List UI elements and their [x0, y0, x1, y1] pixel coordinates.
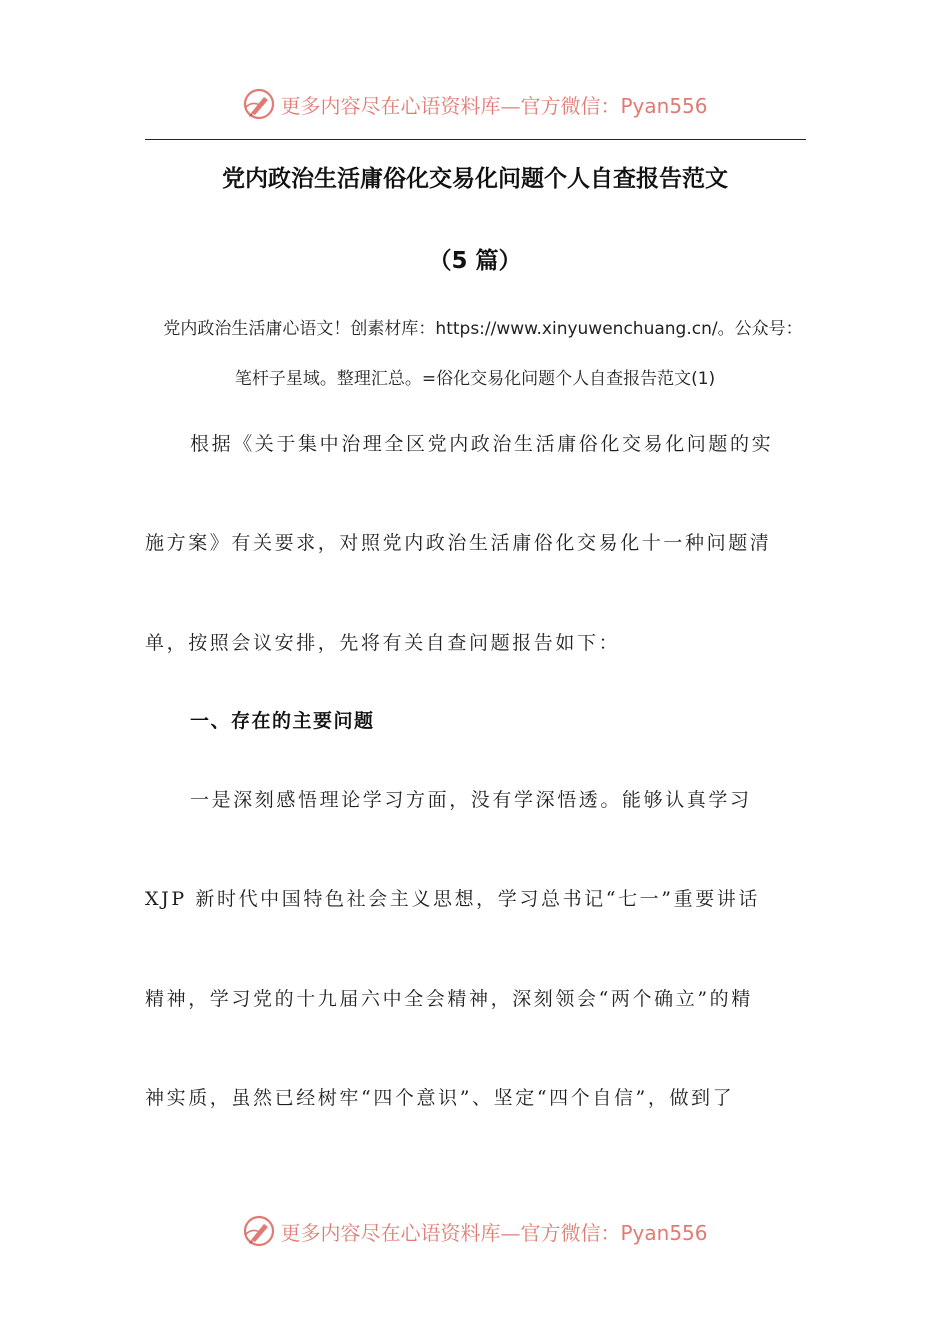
intro-line-2: 笔杆子星域。整理汇总。=俗化交易化问题个人自查报告范文(1) [234, 369, 716, 389]
paragraph-1-line-2: 施方案》有关要求，对照党内政治生活庸俗化交易化十一种问题清 [145, 532, 772, 554]
banner-text-cn: 更多内容尽在心语资料库—官方微信： [280, 1220, 621, 1245]
banner-wechat-id: Pyan556 [620, 93, 708, 118]
intro-line-1: 党内政治生活庸心语文！创素材库：https://www.xinyuwenchuang.cn/。公众号： [163, 319, 803, 339]
paragraph-2-line-1: 一是深刻感悟理论学习方面，没有学深悟透。能够认真学习 [190, 789, 752, 811]
banner-text-cn: 更多内容尽在心语资料库—官方微信： [280, 93, 621, 118]
paragraph-2-line-3: 精神，学习党的十九届六中全会精神，深刻领会“两个确立”的精 [145, 988, 753, 1010]
header-rule [145, 139, 806, 140]
header-banner [0, 84, 950, 124]
pen-logo-icon [242, 1214, 276, 1248]
pen-logo-icon [242, 87, 276, 121]
document-subtitle: （5 篇） [428, 248, 522, 274]
document-title: 党内政治生活庸俗化交易化问题个人自查报告范文 [222, 166, 728, 192]
footer-banner [0, 1211, 950, 1251]
banner-wechat-id: Pyan556 [620, 1220, 708, 1245]
paragraph-1-line-3: 单，按照会议安排，先将有关自查问题报告如下： [145, 632, 621, 654]
banner-text [280, 90, 707, 119]
banner-text [280, 1217, 707, 1246]
section-heading-1: 一、存在的主要问题 [190, 710, 375, 732]
paragraph-2-line-4: 神实质，虽然已经树牢“四个意识”、坚定“四个自信”，做到了 [145, 1087, 735, 1109]
paragraph-2-line-2: XJP 新时代中国特色社会主义思想，学习总书记“七一”重要讲话 [145, 888, 760, 910]
paragraph-1-line-1: 根据《关于集中治理全区党内政治生活庸俗化交易化问题的实 [190, 433, 774, 455]
